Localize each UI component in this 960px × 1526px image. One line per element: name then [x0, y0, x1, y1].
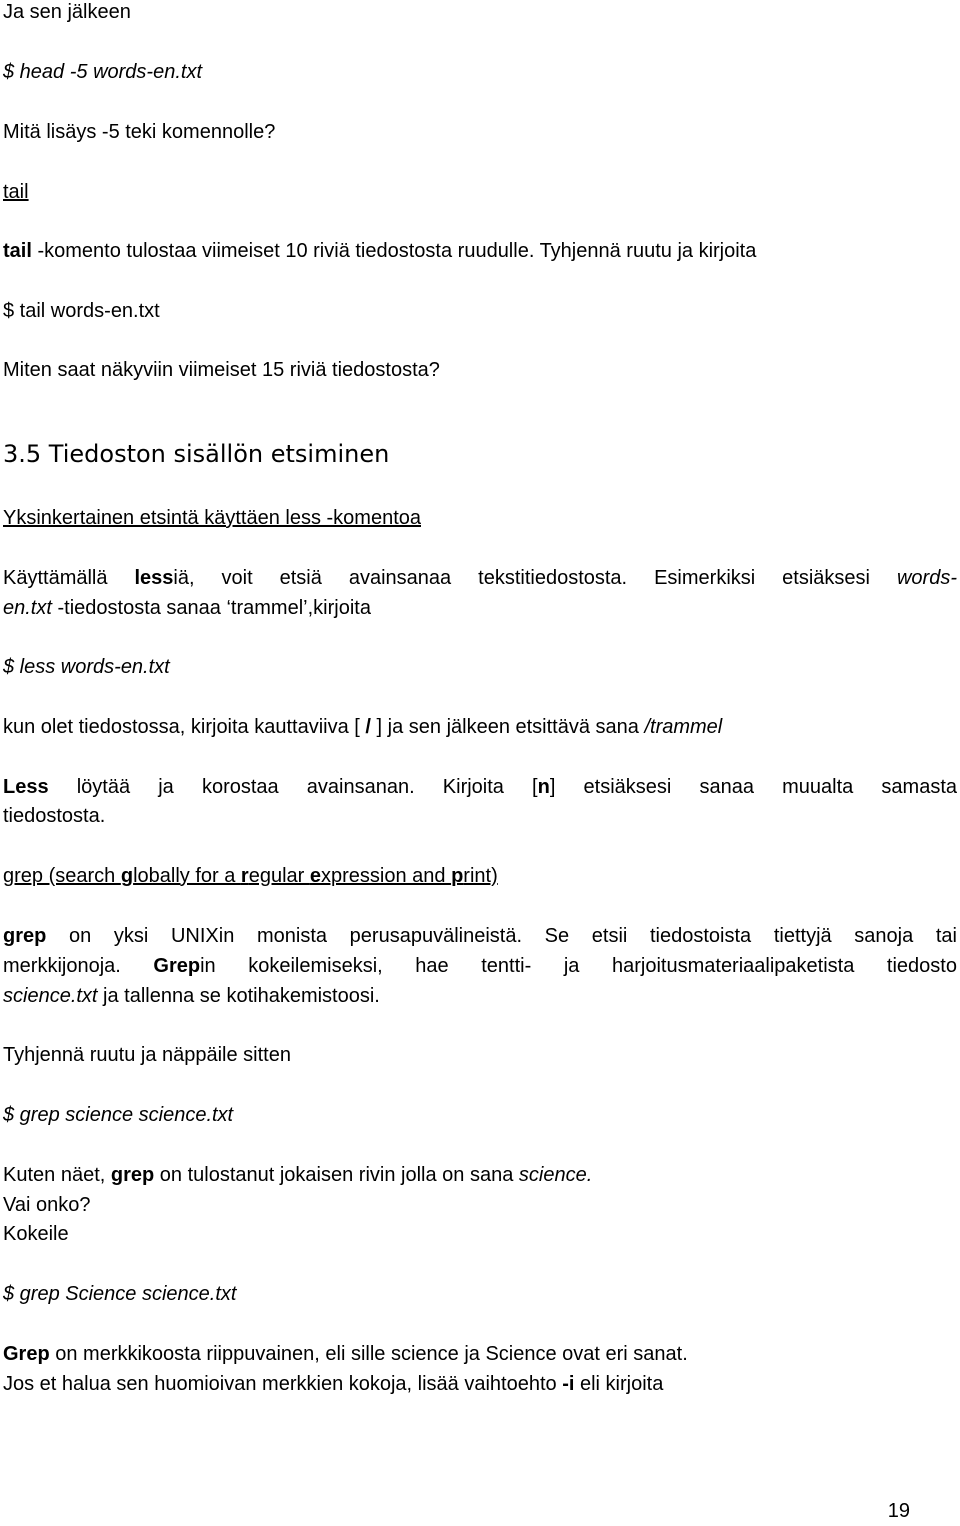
less-found-line2: tiedostosta.	[3, 805, 106, 827]
head-question: Mitä lisäys -5 teki komennolle?	[3, 121, 276, 143]
subheading-less: Yksinkertainen etsintä käyttäen less -komentoa	[3, 507, 421, 529]
question-really: Vai onko?	[3, 1194, 91, 1216]
grep-description-line1: grep on yksi UNIXin monista perusapuvälineistä. Se etsii tiedostoista tiettyjä sanoja tai	[3, 925, 957, 947]
grep-description-line3: science.txt ja tallenna se kotihakemistoosi.	[3, 985, 380, 1007]
page-number: 19	[887, 1500, 910, 1522]
less-found-line1: Less löytää ja korostaa avainsanan. Kirjoita [n] etsiäksesi sanaa muualta samasta	[3, 776, 957, 798]
intro-text: Ja sen jälkeen	[3, 1, 131, 23]
less-paragraph-line1: Käyttämällä lessiä, voit etsiä avainsanaa tekstitiedostosta. Esimerkiksi etsiäksesi words-	[3, 567, 957, 589]
try-it: Kokeile	[3, 1223, 69, 1245]
grep-title: grep (search globally for a regular expression and print)	[3, 865, 498, 887]
section-heading: 3.5 Tiedoston sisällön etsiminen	[3, 440, 390, 468]
less-paragraph-line2: en.txt -tiedostosta sanaa ‘trammel’,kirjoita	[3, 597, 371, 619]
head-command: $ head -5 words-en.txt	[3, 61, 202, 83]
tail-command: $ tail words-en.txt	[3, 300, 160, 322]
case-insensitive-note: Jos et halua sen huomioivan merkkien kokoja, lisää vaihtoehto -i eli kirjoita	[3, 1373, 664, 1395]
grep-command-2: $ grep Science science.txt	[3, 1283, 237, 1305]
case-sensitive-note: Grep on merkkikoosta riippuvainen, eli sille science ja Science ovat eri sanat.	[3, 1343, 688, 1365]
less-command: $ less words-en.txt	[3, 656, 170, 678]
try-instruction: Tyhjennä ruutu ja näppäile sitten	[3, 1044, 291, 1066]
tail-question: Miten saat näkyviin viimeiset 15 riviä tiedostosta?	[3, 359, 440, 381]
grep-result-text: Kuten näet, grep on tulostanut jokaisen rivin jolla on sana science.	[3, 1164, 593, 1186]
tail-description: tail -komento tulostaa viimeiset 10 riviä tiedostosta ruudulle. Tyhjennä ruutu ja kirjoita	[3, 240, 757, 262]
grep-description-line2: merkkijonoja. Grepin kokeilemiseksi, hae tentti- ja harjoitusmateriaalipaketista tiedosto	[3, 955, 957, 977]
grep-command-1: $ grep science science.txt	[3, 1104, 234, 1126]
tail-title: tail	[3, 181, 29, 203]
slash-instruction: kun olet tiedostossa, kirjoita kauttaviiva [ / ] ja sen jälkeen etsittävä sana /trammel	[3, 716, 723, 738]
